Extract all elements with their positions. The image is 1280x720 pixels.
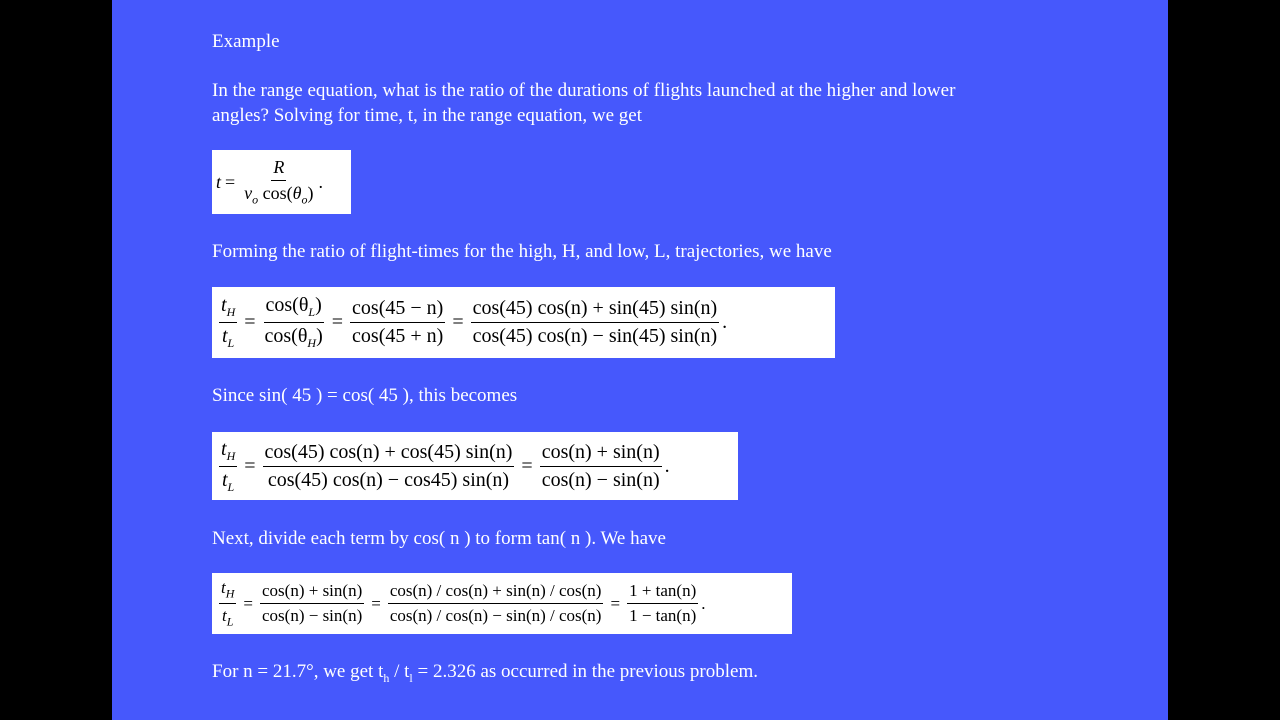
eq-term: t	[221, 577, 226, 597]
eq-term: cos(n) / cos(n) + sin(n) / cos(n)	[388, 581, 604, 604]
eq-term: 1 + tan(n)	[627, 581, 698, 604]
text: = 2.326 as occurred in the previous problem.	[412, 661, 759, 682]
eq-term: t	[221, 468, 228, 491]
eq-op: =	[244, 311, 256, 333]
eq-term: v	[244, 182, 253, 203]
eq-op: =	[225, 171, 236, 192]
eq-term: t	[216, 171, 222, 192]
eq-term: cos(n) + sin(n)	[260, 581, 364, 604]
eq-term: cos(θ	[264, 325, 308, 347]
eq-term: )	[307, 182, 314, 203]
fraction	[242, 157, 315, 208]
eq-term: t	[221, 437, 227, 460]
eq-op: =	[610, 593, 621, 613]
eq-op: =	[244, 454, 256, 477]
eq-term: t	[221, 294, 227, 316]
eq-term: cos(n) / cos(n) − sin(n) / cos(n)	[389, 606, 602, 625]
eq-term: cos(45) cos(n) + sin(45) sin(n)	[471, 297, 720, 323]
eq-sub: o	[301, 192, 308, 207]
eq-sub: o	[252, 192, 259, 207]
eq-sub: L	[226, 614, 234, 629]
eq-term: cos(n) − sin(n)	[541, 468, 660, 491]
fraction	[263, 294, 325, 351]
eq-term: cos(45) cos(n) − cos45) sin(n)	[267, 468, 510, 491]
eq-term: cos(	[262, 182, 293, 203]
fraction	[219, 578, 236, 630]
paragraph-5	[212, 659, 758, 691]
equation-time	[212, 150, 351, 214]
eq-op: .	[722, 311, 728, 333]
text: / t	[389, 661, 410, 682]
eq-op: =	[371, 593, 381, 613]
slide	[112, 0, 1168, 720]
eq-sub: H	[307, 336, 317, 350]
eq-term: cos(θ	[265, 294, 309, 316]
eq-op: .	[664, 454, 670, 477]
equation-simplified	[212, 432, 738, 500]
fraction	[263, 441, 515, 492]
fraction	[350, 297, 445, 348]
eq-op: =	[331, 311, 344, 333]
eq-term: R	[273, 156, 285, 177]
paragraph-1-line-1: In the range equation, what is the ratio of the durations of flights launched at the higher and lower	[212, 80, 956, 101]
heading: Example	[212, 31, 280, 52]
fraction	[219, 438, 237, 495]
equation-tangent	[212, 573, 792, 634]
eq-term: cos(n) + sin(n)	[540, 441, 662, 467]
eq-term: cos(n) − sin(n)	[262, 606, 363, 625]
eq-op: .	[701, 593, 706, 613]
fraction	[540, 441, 662, 492]
eq-term: cos(45) cos(n) − sin(45) sin(n)	[472, 325, 718, 347]
eq-op: =	[521, 454, 533, 477]
fraction	[219, 294, 237, 351]
fraction	[260, 581, 364, 626]
fraction	[388, 581, 604, 626]
eq-sub: H	[226, 448, 236, 463]
eq-term: t	[221, 325, 228, 347]
eq-term: cos(45 + n)	[352, 325, 444, 347]
paragraph-2: Forming the ratio of flight-times for the high, H, and low, L, trajectories, we have	[212, 241, 832, 262]
eq-term: θ	[292, 182, 302, 203]
eq-sub: L	[227, 336, 235, 350]
paragraph-4: Next, divide each term by cos( n ) to form tan( n ). We have	[212, 528, 666, 549]
eq-term: 1 − tan(n)	[629, 606, 697, 625]
fraction	[471, 297, 720, 348]
eq-term: )	[315, 294, 322, 316]
eq-sub: L	[308, 305, 316, 319]
eq-sub: H	[225, 586, 235, 600]
eq-term: cos(45 − n)	[350, 297, 445, 323]
subscript: l	[409, 670, 413, 685]
eq-op: =	[452, 311, 464, 333]
eq-sub: H	[226, 305, 236, 319]
paragraph-3: Since sin( 45 ) = cos( 45 ), this becomes	[212, 385, 518, 406]
text: For n = 21.7°, we get t	[212, 661, 384, 682]
eq-term: cos(45) cos(n) + cos(45) sin(n)	[263, 441, 515, 467]
equation-ratio	[212, 287, 835, 358]
fraction	[627, 581, 698, 626]
eq-term: t	[221, 606, 227, 625]
subscript: h	[383, 670, 390, 685]
eq-op: =	[243, 593, 253, 613]
paragraph-1-line-2: angles? Solving for time, t, in the range equation, we get	[212, 105, 643, 126]
eq-sub: L	[227, 479, 235, 494]
eq-op: .	[318, 171, 324, 192]
eq-term: )	[316, 325, 323, 347]
